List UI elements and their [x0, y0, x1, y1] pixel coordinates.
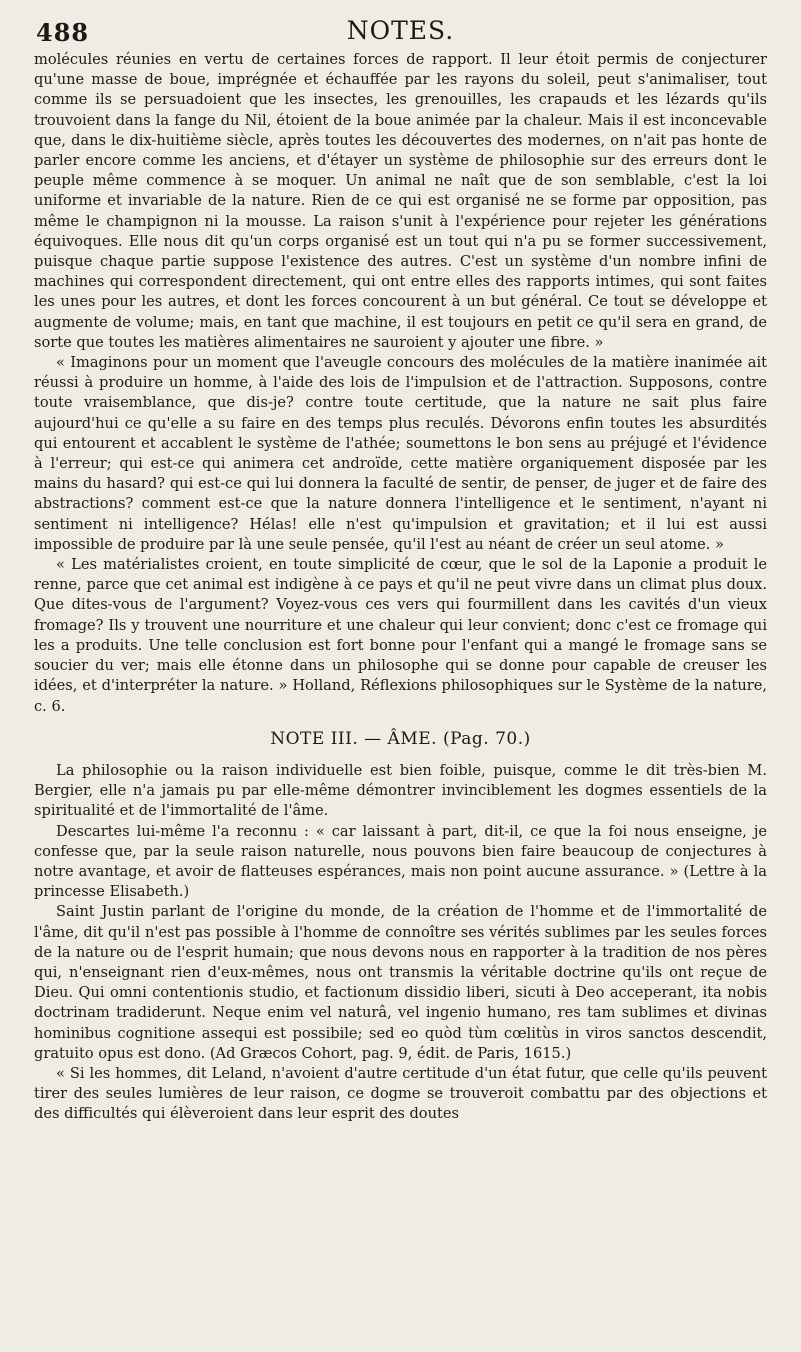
paragraph: Saint Justin parlant de l'origine du monde, de la création de l'homme et de l'immortalité de l'âme, dit qu'il n'est pas possible à l'homme de connoître ses vérités sublimes par les seules forces de la nature ou de l'esprit humain; que nous devons nous en rapporter à la tradition de nos pères qui, n'enseignant rien d'eux-mêmes, nous ont transmis la véritable doctrine qu'ils ont reçue de Dieu. Qui omni contentionis studio, et factionum dissidio liberi, sicuti à Deo acceperant, ita nobis doctrinam tradiderunt. Neque enim vel naturâ, vel ingenio humano, res tam sublimes et divinas hominibus cognitione assequi est possibile; sed eo quòd tùm cœlitùs in viros sanctos descendit, gratuito opus est dono. (Ad Græcos Cohort, pag. 9, édit. de Paris, 1615.) — [34, 903, 767, 1062]
paragraph: « Si les hommes, dit Leland, n'avoient d'autre certitude d'un état futur, que celle qu'ils peuvent tirer des seules lumières de leur raison, ce dogme se trouveroit combattu par des objections et des difficultés qui élèveroient dans leur esprit des doutes — [34, 1064, 767, 1123]
paragraph: Descartes lui-même l'a reconnu : « car laissant à part, dit-il, ce que la foi nous enseigne, je confesse que, par la seule raison naturelle, nous pouvons bien faire beaucoup de conjectures à notre avantage, et avoir de flatteuses espérances, mais non point aucune assurance. » (Lettre à la princesse Elisabeth.) — [34, 822, 767, 901]
page-number: 488 — [36, 18, 90, 47]
running-title: NOTES. — [346, 16, 455, 45]
note-heading: NOTE III. — ÂME. (Pag. 70.) — [270, 728, 531, 749]
page-body — [34, 50, 767, 1125]
page-header — [34, 14, 767, 50]
paragraph: La philosophie ou la raison individuelle est bien foible, puisque, comme le dit très-bien M. Bergier, elle n'a jamais pu par elle-même démontrer invinciblement les dogmes essentiels de la spiritualité et de l'immortalité de l'âme. — [34, 761, 767, 820]
paragraph-continued: molécules réunies en vertu de certaines forces de rapport. Il leur étoit permis de conjecturer qu'une masse de boue, imprégnée et échauffée par les rayons du soleil, peut s'animaliser, tout comme ils se persuadoient que les insectes, les grenouilles, les crapauds et les lézards qu'ils trouvoient dans la fange du Nil, étoient de la boue animée par la chaleur. Mais il est inconcevable que, dans le dix-huitième siècle, après toutes les découvertes des modernes, on n'ait pas honte de parler encore comme les anciens, et d'étayer un système de philosophie sur des erreurs dont le peuple même commence à se moquer. Un animal ne naît que de son semblable, c'est la loi uniforme et invariable de la nature. Rien de ce qui est organisé ne se forme par opposition, pas même le champignon ni la mousse. La raison s'unit à l'expérience pour rejeter les générations équivoques. Elle nous dit qu'un corps organisé est un tout qui n'a pu se former successivement, puisque chaque partie suppose l'existence des autres. C'est un système d'un nombre infini de machines qui correspondent directement, qui ont entre elles des rapports intimes, qui sont faites les unes pour les autres, et dont les forces concourent à un but général. Ce tout se développe et augmente de volume; mais, en tant que machine, il est toujours en petit ce qu'il sera en grand, de sorte que toutes les matières alimentaires ne sauroient y ajouter une fibre. » — [34, 51, 767, 351]
paragraph: « Imaginons pour un moment que l'aveugle concours des molécules de la matière inanimée ait réussi à produire un homme, à l'aide des lois de l'impulsion et de l'attraction. Supposons, contre toute vraisemblance, que dis-je? contre toute certitude, que la nature ne sait plus faire aujourd'hui ce qu'elle a su faire en des temps plus reculés. Dévorons enfin toutes les absurdités qui entourent et accablent le système de l'athée; soumettons le bon sens au préjugé et l'évidence à l'erreur; qui est-ce qui animera cet androïde, cette matière organiquement disposée par les mains du hasard? qui est-ce qui lui donnera la faculté de sentir, de penser, de juger et de faire des abstractions? comment est-ce que la nature donnera l'intelligence et le sentiment, n'ayant ni sentiment ni intelligence? Hélas! elle n'est qu'impulsion et gravitation; et il lui est aussi impossible de produire par là une seule pensée, qu'il l'est au néant de créer un seul atome. » — [34, 354, 767, 553]
paragraph: « Les matérialistes croient, en toute simplicité de cœur, que le sol de la Laponie a produit le renne, parce que cet animal est indigène à ce pays et qu'il ne peut vivre dans un climat plus doux. Que dites-vous de l'argument? Voyez-vous ces vers qui fourmillent dans les cavités d'un vieux fromage? Ils y trouvent une nourriture et une chaleur qui leur convient; donc c'est ce fromage qui les a produits. Une telle conclusion est fort bonne pour l'enfant qui a mangé le fromage sans se soucier du ver; mais elle étonne dans un philosophe qui se donne pour capable de creuser les idées, et d'interpréter la nature. » Holland, Réflexions philosophiques sur le Système de la nature, c. 6. — [34, 556, 767, 715]
